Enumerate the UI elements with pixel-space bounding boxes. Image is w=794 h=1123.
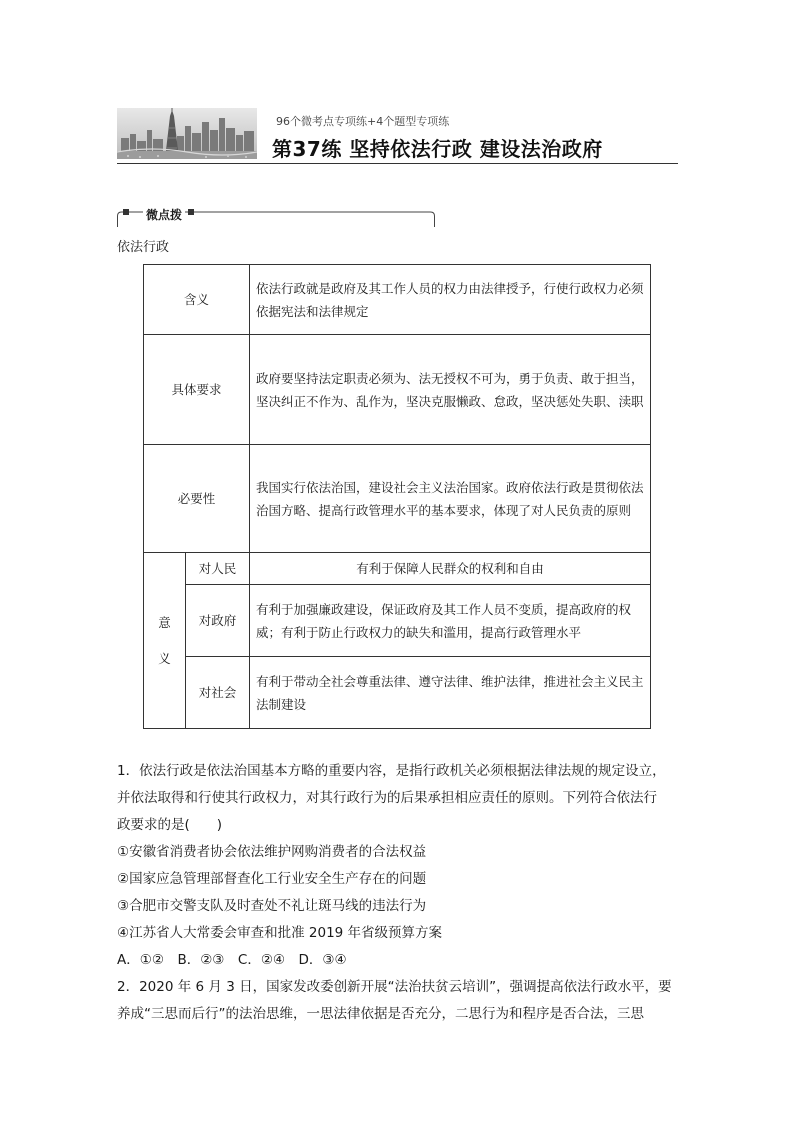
significance-label-bottom: 义 — [158, 650, 171, 666]
header-banner-image — [117, 108, 257, 159]
q1-stem-line-3: 政要求的是( ) — [117, 817, 223, 833]
significance-label — [144, 553, 186, 729]
q2-stem-line-1: 2．2020 年 6 月 3 日，国家发改委创新开展“法治扶贫云培训”，强调提高依法行政水平，要 — [117, 979, 672, 995]
q1-option-2: ②国家应急管理部督查化工行业安全生产存在的问题 — [117, 871, 427, 887]
q1-option-4: ④江苏省人大常委会审查和批准 2019 年省级预算方案 — [117, 925, 443, 941]
sub-label-people: 对人民 — [186, 553, 250, 585]
row-label-requirements: 具体要求 — [144, 335, 250, 445]
table-row — [144, 657, 651, 729]
knowledge-table — [143, 264, 651, 729]
sub-label-government: 对政府 — [186, 585, 250, 657]
sub-label-society: 对社会 — [186, 657, 250, 729]
page-title: 第37练 坚持依法行政 建设法治政府 — [272, 137, 603, 161]
q1-stem-line-2: 并依法取得和行使其行政权力，对其行政行为的后果承担相应责任的原则。下列符合依法行 — [117, 790, 657, 806]
section-tag-label: 微点拨 — [143, 206, 185, 223]
row-label-necessity: 必要性 — [144, 445, 250, 553]
table-row — [144, 445, 651, 553]
table-row — [144, 265, 651, 335]
sub-content-society: 有利于带动全社会尊重法律、遵守法律、维护法律，推进社会主义民主法制建设 — [250, 657, 651, 729]
q1-option-3: ③合肥市交警支队及时查处不礼让斑马线的违法行为 — [117, 898, 427, 914]
q1-option-1: ①安徽省消费者协会依法维护网购消费者的合法权益 — [117, 844, 427, 860]
topic-heading: 依法行政 — [117, 240, 170, 255]
table-row — [144, 585, 651, 657]
table-row — [144, 335, 651, 445]
q1-choices: A．①② B．②③ C．②④ D．③④ — [117, 952, 347, 968]
significance-label-top: 意 — [158, 614, 171, 630]
q1-stem-line-1: 1．依法行政是依法治国基本方略的重要内容，是指行政机关必须根据法律法规的规定设立， — [117, 763, 666, 779]
sub-content-people: 有利于保障人民群众的权利和自由 — [250, 553, 651, 585]
q2-stem-line-2: 养成“三思而后行”的法治思维，一思法律依据是否充分，二思行为和程序是否合法，三思 — [117, 1006, 644, 1022]
series-caption: 96个微考点专项练+4个题型专项练 — [276, 115, 450, 128]
row-label-meaning: 含义 — [144, 265, 250, 335]
header-divider — [117, 163, 678, 164]
questions-block — [117, 758, 679, 1028]
row-content-meaning: 依法行政就是政府及其工作人员的权力由法律授予，行使行政权力必须依据宪法和法律规定 — [250, 265, 651, 335]
table-row — [144, 553, 651, 585]
row-content-necessity: 我国实行依法治国，建设社会主义法治国家。政府依法行政是贯彻依法治国方略、提高行政管理水平的基本要求，体现了对人民负责的原则 — [250, 445, 651, 553]
row-content-requirements: 政府要坚持法定职责必须为、法无授权不可为，勇于负责、敢于担当，坚决纠正不作为、乱作为，坚决克服懒政、怠政，坚决惩处失职、渎职 — [250, 335, 651, 445]
sub-content-government: 有利于加强廉政建设，保证政府及其工作人员不变质，提高政府的权威；有利于防止行政权力的缺失和滥用，提高行政管理水平 — [250, 585, 651, 657]
